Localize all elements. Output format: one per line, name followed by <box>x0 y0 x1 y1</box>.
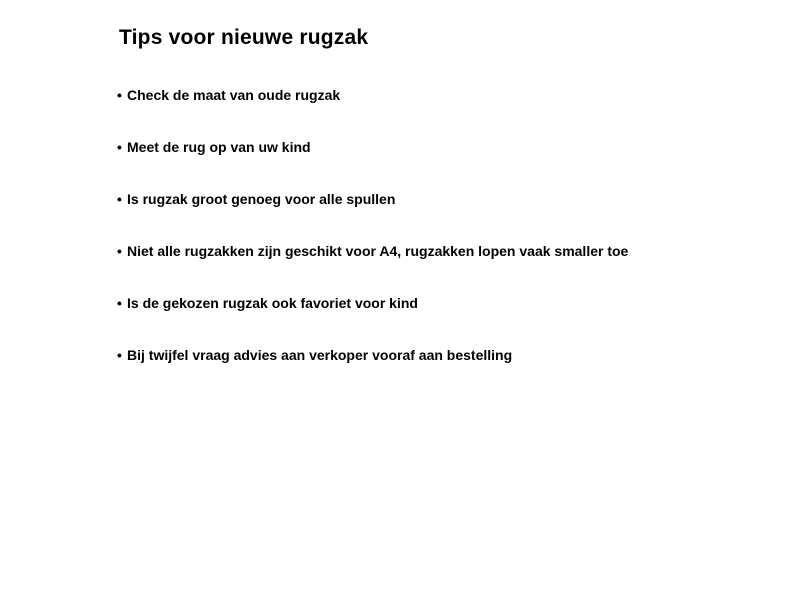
bullet-text: Meet de rug op van uw kind <box>127 139 311 155</box>
list-item <box>117 348 760 362</box>
list-item <box>117 296 760 310</box>
bullet-icon: • <box>117 243 122 259</box>
bullet-icon: • <box>117 87 122 103</box>
list-item <box>117 140 760 154</box>
bullet-icon: • <box>117 191 122 207</box>
bullet-list <box>117 88 760 362</box>
list-item <box>117 88 760 102</box>
page-title: Tips voor nieuwe rugzak <box>119 26 369 49</box>
bullet-icon: • <box>117 295 122 311</box>
bullet-text: Bij twijfel vraag advies aan verkoper vooraf aan bestelling <box>127 347 513 363</box>
bullet-text: Check de maat van oude rugzak <box>127 87 341 103</box>
bullet-text: Niet alle rugzakken zijn geschikt voor A4, rugzakken lopen vaak smaller toe <box>127 243 629 259</box>
bullet-text: Is rugzak groot genoeg voor alle spullen <box>127 191 396 207</box>
list-item <box>117 244 760 258</box>
bullet-icon: • <box>117 347 122 363</box>
bullet-text: Is de gekozen rugzak ook favoriet voor kind <box>127 295 418 311</box>
bullet-icon: • <box>117 139 122 155</box>
list-item <box>117 192 760 206</box>
